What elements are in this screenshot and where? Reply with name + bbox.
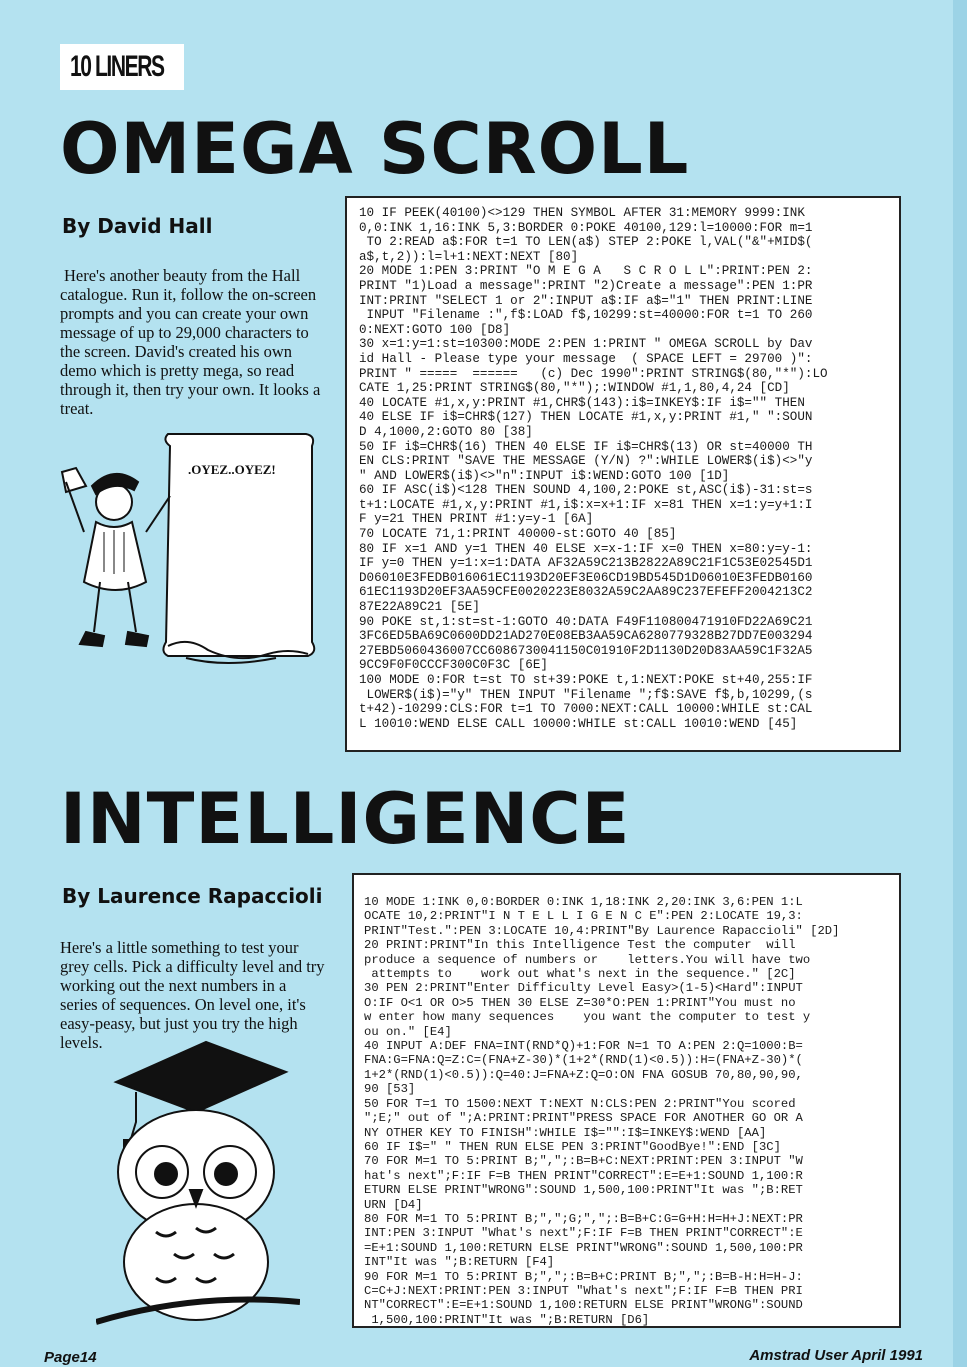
town-crier-illustration xyxy=(56,432,320,672)
article-byline-intelligence: By Laurence Rapaccioli xyxy=(62,884,323,908)
article-intro-intelligence: Here's a little something to test your grey cells. Pick a difficulty level and try working out the next numbers in a series of sequences. On level one, it's easy-peasy, but just you try the high levels. xyxy=(60,938,325,1052)
page-number: Page14 xyxy=(44,1349,97,1366)
owl-illustration xyxy=(96,1032,300,1332)
code-listing-intelligence: 10 MODE 1:INK 0,0:BORDER 0:INK 1,18:INK 2,20:INK 3,6:PEN 1:L OCATE 10,2:PRINT"I N T E L L I G E N C E":PEN 2:LOCATE 19,3: PRINT"Test.":PEN 3:LOCATE 10,4:PRINT"By Laurence Rapaccioli" [2D] 20 PRINT:PRINT"In this Intelligence Test the computer will produce a sequence of numbers or letters.You will have two attempts to work out what's next in the sequence." [2C] 30 PEN 2:PRINT"Enter Difficulty Level Easy>(1-5)<Hard":INPUT O:IF O<1 OR O>5 THEN 30 ELSE Z=30*O:PEN 1:PRINT"You must no w enter how many sequences you want the computer to test y ou on." [E4] 40 INPUT A:DEF FNA=INT(RND*Q)+1:FOR N=1 TO A:PEN 2:Q=1000:B= FNA:G=FNA:Q=Z:C=(FNA+Z-30)*(1+2*(RND(1)<0.5)):H=(FNA+Z-30)*( 1+2*(RND(1)<0.5)):Q=40:J=FNA+Z:Q=O:ON FNA GOSUB 70,80,90,90, 90 [53] 50 FOR T=1 TO 1500:NEXT T:NEXT N:CLS:PEN 2:PRINT"You scored ";E;" out of ";A:PRINT:PRINT"PRESS SPACE FOR ANOTHER GO OR A NY OTHER KEY TO FINISH":WHILE I$="":I$=INKEY$:WEND [AA] 60 IF I$=" " THEN RUN ELSE PEN 3:PRINT"GoodBye!":END [3C] 70 FOR M=1 TO 5:PRINT B;",";:B=B+C:NEXT:PRINT:PEN 3:INPUT "W hat's next";F:IF F=B THEN PRINT"CORRECT":E=E+1:SOUND 1,100:R ETURN ELSE PRINT"WRONG":SOUND 1,500,100:PRINT"It was ";B:RET URN [D4] 80 FOR M=1 TO 5:PRINT B;",";G;",";:B=B+C:G=G+H:H=H+J:NEXT:PR INT:PEN 3:INPUT "What's next";F:IF F=B THEN PRINT"CORRECT":E =E+1:SOUND 1,100:RETURN ELSE PRINT"WRONG":SOUND 1,500,100:PR INT"It was ";B:RETURN [F4] 90 FOR M=1 TO 5:PRINT B;",";:B=B+C:PRINT B;",";:B=B-H:H=H-J: C=C+J:NEXT:PRINT:PEN 3:INPUT "What's next";F:IF F=B THEN PRI NT"CORRECT":E=E+1:SOUND 1,100:RETURN ELSE PRINT"WRONG":SOUND 1,500,100:PRINT"It was ";B:RETURN [D6] xyxy=(352,873,901,1328)
magazine-issue: Amstrad User April 1991 xyxy=(749,1347,923,1364)
code-listing-omega-scroll: 10 IF PEEK(40100)<>129 THEN SYMBOL AFTER 31:MEMORY 9999:INK 0,0:INK 1,16:INK 5,3:BORDER 0:POKE 40100,129:l=10000:FOR m=1 TO 2:READ a$:FOR t=1 TO LEN(a$) STEP 2:POKE l,VAL("&"+MID$( a$,t,2)):l=l+1:NEXT:NEXT [80] 20 MODE 1:PEN 3:PRINT "O M E G A S C R O L L":PRINT:PEN 2: PRINT "1)Load a message":PRINT "2)Create a message":PEN 1:PR INT:PRINT "SELECT 1 or 2":INPUT a$:IF a$="1" THEN PRINT:LINE INPUT "Filename :",f$:LOAD f$,10299:st=40000:FOR t=1 TO 260 0:NEXT:GOTO 100 [D8] 30 x=1:y=1:st=10300:MODE 2:PEN 1:PRINT " OMEGA SCROLL by Dav id Hall - Please type your message ( SPACE LEFT = 29700 )": PRINT " ===== ====== (c) Dec 1990":PRINT STRING$(80,"*"):LO CATE 1,25:PRINT STRING$(80,"*");:WINDOW #1,1,80,4,24 [CD] 40 LOCATE #1,x,y:PRINT #1,CHR$(143):i$=INKEY$:IF i$="" THEN 40 ELSE IF i$=CHR$(127) THEN LOCATE #1,x,y:PRINT #1," ":SOUN D 4,1000,2:GOTO 80 [38] 50 IF i$=CHR$(16) THEN 40 ELSE IF i$=CHR$(13) OR st=40000 TH EN CLS:PRINT "SAVE THE MESSAGE (Y/N) ?":WHILE LOWER$(i$)<>"y " AND LOWER$(i$)<>"n":INPUT i$:WEND:GOTO 100 [1D] 60 IF ASC(i$)<128 THEN SOUND 4,100,2:POKE st,ASC(i$)-31:st=s t+1:LOCATE #1,x,y:PRINT #1,i$:x=x+1:IF x=81 THEN x=1:y=y+1:I F y=21 THEN PRINT #1:y=y-1 [6A] 70 LOCATE 71,1:PRINT 40000-st:GOTO 40 [85] 80 IF x=1 AND y=1 THEN 40 ELSE x=x-1:IF x=0 THEN x=80:y=y-1: IF y=0 THEN y=1:x=1:DATA AF32A59C213B2822A89C21F1C53E02545D1 D06010E3FEDB016061EC1193D20EF3E06CD19BD545D1D06010E3FEDB0160 61EC1193D20EF3AA59CFE0020223E8032A59C2AA89C237EFEFF2004213C2 87E22A89C21 [5E] 90 POKE st,1:st=st-1:GOTO 40:DATA F49F110800471910FD22A69C21 3FC6ED5BA69C0600DD21AD270E08EB3AA59CA6280779328B27DD7E003294 27EBD5060436007CC6086730041150C01910F2D1130D20D83AA59C1F32A5 9CC9F0F0CCCF300C0F3C [6E] 100 MODE 0:FOR t=st TO st+39:POKE t,1:NEXT:POKE st+40,255:IF LOWER$(i$)="y" THEN INPUT "Filename ";f$:SAVE f$,b,10299,(s t+42)-10299:CLS:FOR t=1 TO 7000:NEXT:CALL 10000:WHILE st:CAL L 10010:WEND ELSE CALL 10000:WHILE st:CALL 10010:WEND [45] xyxy=(345,196,901,752)
oyez-banner-text: .OYEZ..OYEZ! xyxy=(188,462,276,477)
article-byline-omega-scroll: By David Hall xyxy=(62,214,213,238)
article-title-intelligence: INTELLIGENCE xyxy=(60,778,631,860)
article-title-omega-scroll: OMEGA SCROLL xyxy=(60,108,690,190)
section-tag-label: 10 LINERS xyxy=(70,50,164,83)
section-tag xyxy=(60,44,184,90)
page-edge xyxy=(953,0,967,1367)
article-intro-omega-scroll: Here's another beauty from the Hall catalogue. Run it, follow the on-screen prompts and you can create your own message of up to 29,000 characters to the screen. David's created his own demo which is pretty mega, so read through it, then try your own. It looks a treat. xyxy=(60,266,321,418)
